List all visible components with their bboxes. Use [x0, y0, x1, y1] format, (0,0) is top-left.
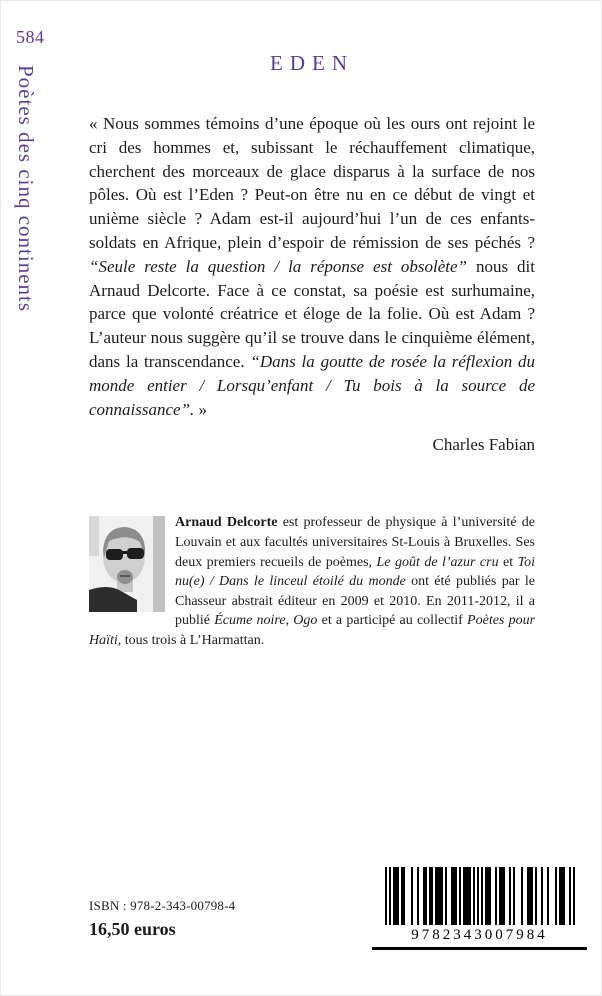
barcode — [372, 867, 587, 950]
author-bio-text: Arnaud Delcorte est professeur de physique à l’université de Louvain et aux facultés universitaires St-Louis à Bruxelles. Ses deux premiers recueils de poèmes, Le goût de l’azur cru et Toi nu(e) / Dans le linceul étoilé du monde ont été publiés par le Chasseur abstrait éditeur en 2009 et 2010. En 2011-2012, il a publié Écume noire, Ogo et a participé au collectif Poètes pour Haïti, tous trois à L’Harmattan. — [89, 515, 536, 648]
author-bio — [89, 513, 535, 650]
barcode-bottom-rule — [372, 947, 587, 950]
author-photo-image — [89, 516, 165, 612]
footer-left — [89, 898, 235, 940]
barcode-bars — [372, 867, 587, 925]
quote-attribution: Charles Fabian — [432, 435, 535, 455]
author-photo — [89, 516, 165, 612]
collection-name-vertical: Poètes des cinq continents — [14, 65, 38, 313]
book-title: EDEN — [270, 51, 354, 75]
barcode-digits: 9782343007984 — [411, 927, 548, 943]
main-column — [89, 1, 535, 651]
collection-number: 584 — [16, 27, 45, 47]
isbn: ISBN : 978-2-343-00798-4 — [89, 898, 236, 913]
back-cover-quote: « Nous sommes témoins d’une époque où les ours ont rejoint le cri des hommes et, subissant le réchauffement climatique, cherchent des morceaux de glace disparus à la surface de nos pôles. Où est l’Eden ? Peut-on être nu en ce début de vingt et unième siècle ? Adam est-il aujourd’hui l’un de ces enfants-soldats en Afrique, plein d’espoir de rémission de ses péchés ? “Seule reste la question / la réponse est obsolète” nous dit Arnaud Delcorte. Face à ce constat, sa poésie est surhumaine, parce que volonté créatrice et éloge de la folie. Où est Adam ? L’auteur nous suggère qu’il se trouve dans le cinquième élément, dans la transcendance. “Dans la goutte de rosée la réflexion du monde entier / Lorsqu’enfant / Tu bois à la source de connaissance”. » — [89, 114, 535, 419]
price: 16,50 euros — [89, 919, 176, 939]
